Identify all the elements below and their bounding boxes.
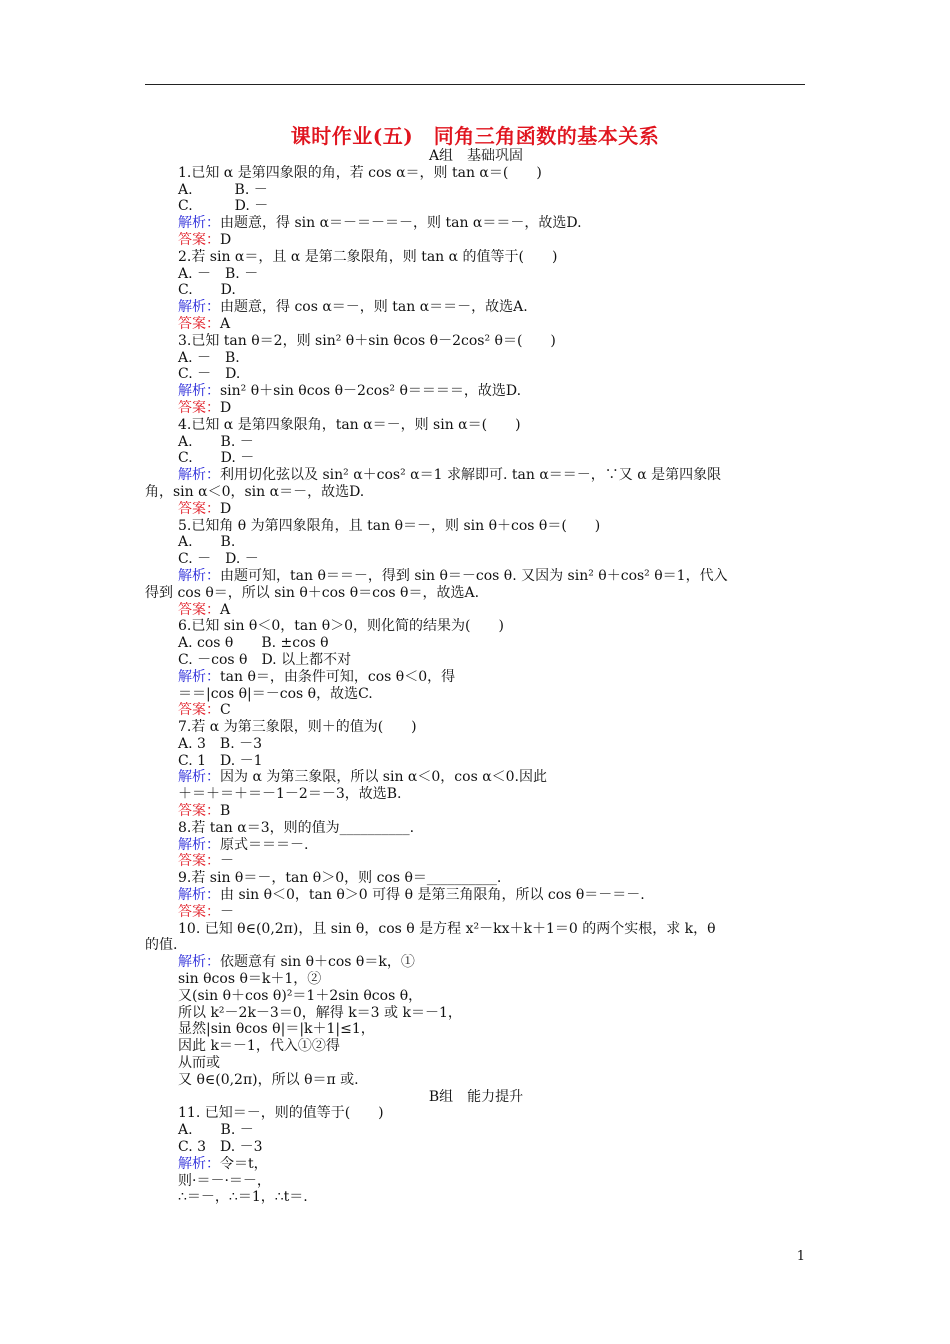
analysis-label: 解析： [178,769,220,786]
text-line [145,585,807,602]
line-text: 的值. [145,937,178,954]
text-line [145,316,807,333]
line-text: ＝＝|cos θ|＝－cos θ，故选C. [178,685,373,702]
answer-label: 答案： [178,853,220,870]
text-line [145,937,807,954]
line-text: 由题意，得 cos α＝－，则 tan α＝＝－，故选A. [220,299,528,316]
answer-label: 答案： [178,803,220,820]
text-line [145,1005,807,1022]
line-text: D [220,231,232,248]
line-text: B [220,803,231,820]
line-text: 得到 cos θ＝，所以 sin θ＋cos θ＝cos θ＝，故选A. [145,584,480,601]
line-text: 原式＝＝＝－. [220,836,309,853]
line-text: A组 基础巩固 [428,148,524,164]
text-line [145,635,807,652]
text-line [145,1156,807,1173]
line-text: C. D. － [178,198,269,215]
line-text: tan θ＝，由条件可知，cos θ＜0，得 [220,668,456,685]
line-text: 3.已知 tan θ＝2，则 sin² θ＋sin θcos θ－2cos² θ＝( ) [178,332,556,349]
line-text: A. B. － [178,433,254,450]
answer-label: 答案： [178,500,220,517]
line-text: 5.已知角 θ 为第四象限角，且 tan θ＝－，则 sin θ＋cos θ＝( ) [178,517,601,534]
header-rule [145,84,805,85]
line-text: － [220,903,234,920]
document-body [145,148,807,1206]
line-text: 又(sin θ＋cos θ)²＝1＋2sin θcos θ， [178,987,423,1004]
text-line [145,1021,807,1038]
text-line [145,400,807,417]
text-line [145,198,807,215]
text-line [145,333,807,350]
text-line [145,954,807,971]
line-text: 4.已知 α 是第四象限角，tan α＝－，则 sin α＝( ) [178,416,521,433]
line-text: 2.若 sin α＝，且 α 是第二象限角，则 tan α 的值等于( ) [178,248,558,265]
line-text: － [220,853,234,870]
page-title: 课时作业(五) 同角三角函数的基本关系 [290,124,660,148]
line-text: A [220,315,231,332]
line-text: C. 1 D. －1 [178,752,263,769]
line-text: 因为 α 为第三象限，所以 sin α＜0，cos α＜0.因此 [220,769,548,786]
text-line [145,232,807,249]
line-text: 令＝t， [220,1155,268,1172]
line-text: C. － D. [178,366,241,383]
analysis-label: 解析： [178,567,220,584]
text-line [145,803,807,820]
text-line [145,1072,807,1089]
text-line [145,769,807,786]
line-text: 6.已知 sin θ＜0，tan θ＞0，则化简的结果为( ) [178,618,504,635]
text-line [145,534,807,551]
line-text: ＋＝＋＝＋＝－1－2＝－3，故选B. [178,786,402,803]
text-line [145,282,807,299]
text-line [145,669,807,686]
line-text: C. D. － [178,450,255,467]
line-text: 利用切化弦以及 sin² α＋cos² α＝1 求解即可. tan α＝＝－，∵又 α 是第四象限 [220,467,722,484]
line-text: D [220,500,232,517]
text-line [145,383,807,400]
line-text: 9.若 sin θ＝－，tan θ＞0，则 cos θ＝__________. [178,870,502,887]
text-line [145,904,807,921]
line-text: A. B. － [178,1122,254,1139]
analysis-label: 解析： [178,299,220,316]
text-line [145,837,807,854]
line-text: C. －cos θ D. 以上都不对 [178,651,352,668]
text-line [145,870,807,887]
line-text: sin² θ＋sin θcos θ－2cos² θ＝＝＝＝，故选D. [220,383,522,400]
line-text: sin θcos θ＝k＋1，② [178,971,322,988]
line-text: A. cos θ B. ±cos θ [178,635,329,652]
line-text: 7.若 α 为第三象限，则＋的值为( ) [178,719,417,736]
line-text: 则·＝－·＝－， [178,1172,271,1189]
line-text: C. 3 D. －3 [178,1139,263,1156]
text-line [145,971,807,988]
text-line [145,551,807,568]
answer-label: 答案： [178,903,220,920]
text-line [145,215,807,232]
line-text: B组 能力提升 [428,1088,524,1105]
analysis-label: 解析： [178,887,220,904]
text-line [145,501,807,518]
text-line [145,1139,807,1156]
text-line [145,921,807,938]
analysis-label: 解析： [178,836,220,853]
line-text: 显然|sin θcos θ|＝|k＋1|≤1， [178,1021,375,1038]
text-line [145,266,807,283]
analysis-label: 解析： [178,467,220,484]
text-line [145,1105,807,1122]
analysis-label: 解析： [178,1155,220,1172]
text-line [145,1189,807,1206]
line-text: C. D. [178,282,236,299]
line-text: 因此 k＝－1，代入①②得 [178,1038,340,1055]
line-text: 又 θ∈(0,2π)，所以 θ＝π 或. [178,1071,359,1088]
analysis-label: 解析： [178,383,220,400]
text-line [145,434,807,451]
text-line [145,165,807,182]
line-text: 角，sin α＜0，sin α＝－，故选D. [145,483,365,500]
text-line [145,1122,807,1139]
line-text: 由题意，得 sin α＝－＝－＝－，则 tan α＝＝－，故选D. [220,215,582,232]
text-line [145,148,807,165]
text-line [145,484,807,501]
text-line [145,820,807,837]
line-text: D [220,399,232,416]
text-line [145,1038,807,1055]
text-line [145,1173,807,1190]
line-text: C. － D. － [178,551,259,568]
answer-label: 答案： [178,601,220,618]
line-text: ∴＝－，∴＝1，∴t＝. [178,1189,308,1206]
answer-label: 答案： [178,231,220,248]
text-line [145,1055,807,1072]
text-line [145,602,807,619]
line-text: 10. 已知 θ∈(0,2π)，且 sin θ，cos θ 是方程 x²－kx＋k＋1＝0 的两个实根，求 k，θ [178,920,716,937]
text-line [145,686,807,703]
line-text: 从而或 [178,1055,220,1072]
page-number: 1 [796,1249,805,1264]
line-text: 由 sin θ＜0，tan θ＞0 可得 θ 是第三角限角，所以 cos θ＝－＝－. [220,887,645,904]
line-text: A. B. － [178,181,268,198]
text-line [145,568,807,585]
answer-label: 答案： [178,399,220,416]
text-line [145,350,807,367]
answer-label: 答案： [178,702,220,719]
line-text: C [220,702,231,719]
line-text: A. B. [178,534,236,551]
line-text: A [220,601,231,618]
line-text: A. － B. － [178,265,259,282]
text-line [145,702,807,719]
text-line [145,719,807,736]
text-line [145,1089,807,1106]
text-line [145,853,807,870]
text-line [145,182,807,199]
line-text: 11. 已知＝－，则的值等于( ) [178,1105,384,1122]
analysis-label: 解析： [178,215,220,232]
analysis-label: 解析： [178,954,220,971]
line-text: 所以 k²－2k－3＝0，解得 k＝3 或 k＝－1， [178,1004,462,1021]
text-line [145,753,807,770]
text-line [145,652,807,669]
text-line [145,736,807,753]
text-line [145,299,807,316]
text-line [145,249,807,266]
text-line [145,887,807,904]
text-line [145,988,807,1005]
line-text: A. － B. [178,349,240,366]
line-text: 依题意有 sin θ＋cos θ＝k，① [220,954,415,971]
answer-label: 答案： [178,315,220,332]
line-text: 8.若 tan α＝3，则的值为__________. [178,819,415,836]
text-line [145,786,807,803]
text-line [145,518,807,535]
analysis-label: 解析： [178,668,220,685]
line-text: 由题可知，tan θ＝＝－，得到 sin θ＝－cos θ. 又因为 sin² θ＋cos² θ＝1，代入 [220,567,728,584]
text-line [145,417,807,434]
text-line [145,450,807,467]
text-line [145,467,807,484]
line-text: A. 3 B. －3 [178,735,263,752]
text-line [145,366,807,383]
line-text: 1.已知 α 是第四象限的角，若 cos α＝，则 tan α＝( ) [178,164,542,181]
text-line [145,618,807,635]
